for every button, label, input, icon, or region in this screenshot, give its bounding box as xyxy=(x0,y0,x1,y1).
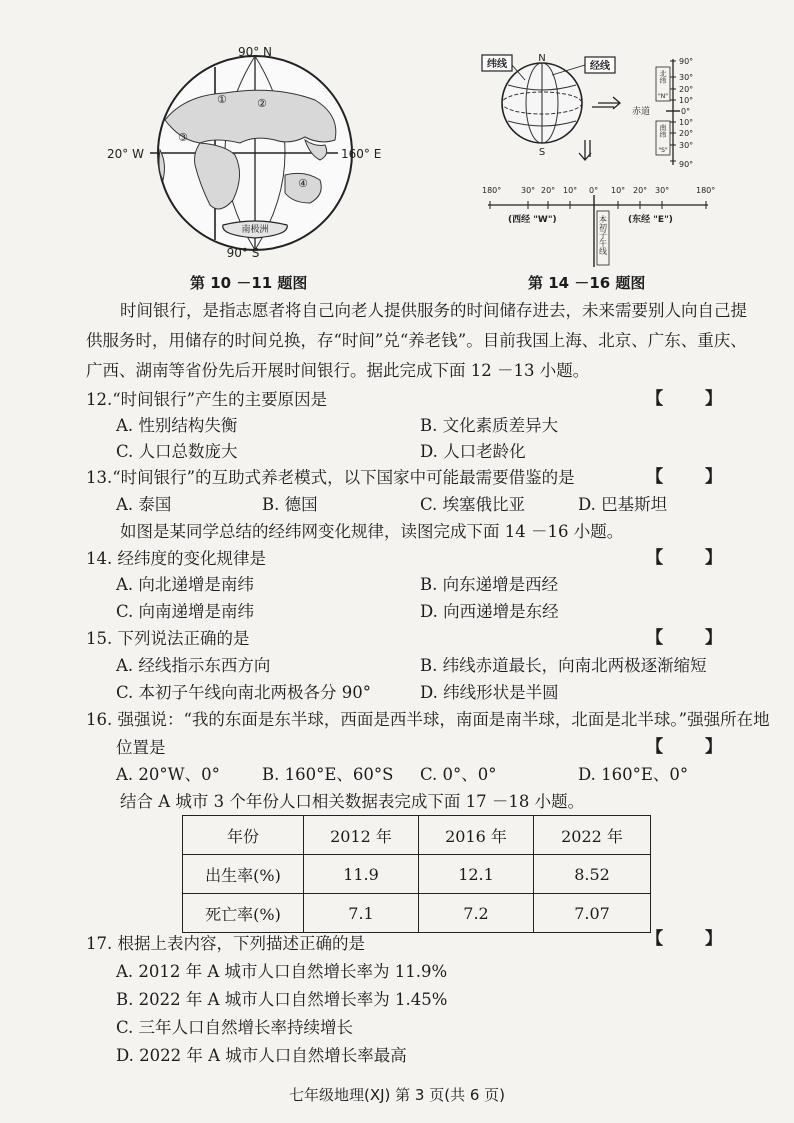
q14-option-d[interactable]: D. 向西递增是东经 xyxy=(420,602,559,621)
table-header-cell: 年份 xyxy=(183,816,304,855)
q12-option-d[interactable]: D. 人口老龄化 xyxy=(420,442,526,461)
table-cell: 11.9 xyxy=(304,855,419,894)
south-lat-abbr: "S" xyxy=(658,147,668,154)
q17-answer-bracket[interactable]: 【 】 xyxy=(646,929,740,949)
equator-label: 赤道 xyxy=(632,107,651,117)
south-label: S xyxy=(538,147,546,158)
q14-option-b[interactable]: B. 向东递增是西经 xyxy=(420,575,559,594)
weft-label: 纬线 xyxy=(487,59,507,70)
lon-tick-e10: 10° xyxy=(611,186,626,195)
east-lon-label: 160° E xyxy=(341,147,382,161)
region-1-label: ① xyxy=(217,93,227,106)
q14-stem: 14. 经纬度的变化规律是 xyxy=(86,549,266,568)
table-header-cell: 2022 年 xyxy=(534,816,651,855)
table-cell: 7.2 xyxy=(419,894,534,933)
q16-option-b[interactable]: B. 160°E、60°S xyxy=(262,765,394,784)
region-3-label: ③ xyxy=(178,131,188,144)
lat-tick-n30: 30° xyxy=(679,73,694,82)
q17-option-b[interactable]: B. 2022 年 A 城市人口自然增长率为 1.45% xyxy=(116,990,448,1009)
q15-option-b[interactable]: B. 纬线赤道最长，向南北两极逐渐缩短 xyxy=(420,656,707,675)
q12-option-c[interactable]: C. 人口总数庞大 xyxy=(116,442,238,461)
q15-option-a[interactable]: A. 经线指示东西方向 xyxy=(116,656,271,675)
page-footer: 七年级地理(XJ) 第 3 页(共 6 页) xyxy=(288,1086,506,1104)
north-pole-label: 90° N xyxy=(237,45,273,59)
west-lon-label: 20° W xyxy=(107,147,144,161)
lon-tick-w180: 180° xyxy=(482,186,502,195)
q16-stem-line-2: 位置是 xyxy=(116,738,166,757)
prime-meridian-label: 本初子午线 xyxy=(598,215,608,255)
lat-tick-n20: 20° xyxy=(679,85,694,94)
table-row xyxy=(183,855,651,894)
table-cell: 出生率(%) xyxy=(183,855,304,894)
lat-tick-n10: 10° xyxy=(679,96,694,105)
q16-option-a[interactable]: A. 20°W、0° xyxy=(116,765,220,784)
region-4-label: ④ xyxy=(298,177,308,190)
table-cell: 8.52 xyxy=(534,855,651,894)
east-lon-rule-label: (东经 "E") xyxy=(628,215,673,225)
table-header-cell: 2016 年 xyxy=(419,816,534,855)
intro-14-16: 如图是某同学总结的经纬网变化规律，读图完成下面 14 －16 小题。 xyxy=(120,522,624,541)
intro-12-13: 时间银行，是指志愿者将自己向老人提供服务的时间储存进去，未来需要别人向自己提供服务时，用储存的时间兑换，存“时间”兑“养老钱”。目前我国上海、北京、广东、重庆、广西、湖南等省份先后开展时间银行。据此完成下面 12 －13 小题。 xyxy=(86,301,747,380)
q16-answer-bracket[interactable]: 【 】 xyxy=(646,737,740,757)
table-header-row xyxy=(183,816,651,855)
q12-option-a[interactable]: A. 性别结构失衡 xyxy=(116,416,238,435)
south-pole-label: 90° S xyxy=(226,246,260,260)
table-row xyxy=(183,894,651,933)
q16-stem-line-1: 16. 强强说：“我的东面是东半球，西面是西半球，南面是南半球，北面是北半球。”强强所在地 xyxy=(86,710,770,729)
population-table xyxy=(182,815,651,933)
lat-tick-s90: 90° xyxy=(679,160,694,169)
intro-17-18: 结合 A 城市 3 个年份人口相关数据表完成下面 17 －18 小题。 xyxy=(120,792,585,811)
lon-tick-e180: 180° xyxy=(696,186,716,195)
q14-option-c[interactable]: C. 向南递增是南纬 xyxy=(116,602,255,621)
table-cell: 7.1 xyxy=(304,894,419,933)
south-lat-label: 南纬 xyxy=(659,124,667,138)
q13-option-a[interactable]: A. 泰国 xyxy=(116,495,172,514)
q13-answer-bracket[interactable]: 【 】 xyxy=(646,467,740,487)
lat-tick-s30: 30° xyxy=(679,141,694,150)
q15-answer-bracket[interactable]: 【 】 xyxy=(646,628,740,648)
table-cell: 死亡率(%) xyxy=(183,894,304,933)
north-lat-label: 北纬 xyxy=(659,70,667,84)
lon-tick-e30: 30° xyxy=(655,186,670,195)
q17-option-c[interactable]: C. 三年人口自然增长率持续增长 xyxy=(116,1018,354,1037)
lat-tick-0: 0° xyxy=(681,107,691,116)
q14-answer-bracket[interactable]: 【 】 xyxy=(646,548,740,568)
lat-tick-s10: 10° xyxy=(679,118,694,127)
q16-option-c[interactable]: C. 0°、0° xyxy=(420,765,497,784)
q13-stem: 13.“时间银行”的互助式养老模式，以下国家中可能最需要借鉴的是 xyxy=(86,468,575,487)
lat-tick-n90: 90° xyxy=(679,57,694,66)
figure-left-caption: 第 10 －11 题图 xyxy=(190,274,308,292)
q15-option-d[interactable]: D. 纬线形状是半圆 xyxy=(420,683,559,702)
q12-option-b[interactable]: B. 文化素质差异大 xyxy=(420,416,559,435)
lon-tick-0: 0° xyxy=(589,186,599,195)
north-label: N xyxy=(538,53,546,64)
north-lat-abbr: "N" xyxy=(657,93,669,100)
west-lon-rule-label: (西经 "W") xyxy=(508,215,557,225)
lon-tick-e20: 20° xyxy=(633,186,648,195)
table-cell: 12.1 xyxy=(419,855,534,894)
q12-stem: 12.“时间银行”产生的主要原因是 xyxy=(86,390,328,409)
q15-stem: 15. 下列说法正确的是 xyxy=(86,629,250,648)
q12-answer-bracket[interactable]: 【 】 xyxy=(646,389,740,409)
q17-stem: 17. 根据上表内容，下列描述正确的是 xyxy=(86,934,365,953)
q13-option-b[interactable]: B. 德国 xyxy=(262,495,318,514)
globe-figure xyxy=(105,45,405,260)
region-2-label: ② xyxy=(257,97,267,110)
q16-option-d[interactable]: D. 160°E、0° xyxy=(578,765,689,784)
q13-option-d[interactable]: D. 巴基斯坦 xyxy=(578,495,668,514)
meridian-label: 经线 xyxy=(590,61,610,72)
lon-tick-w20: 20° xyxy=(541,186,556,195)
antarctica-label: 南极洲 xyxy=(241,225,269,235)
lon-tick-w30: 30° xyxy=(521,186,536,195)
q15-option-c[interactable]: C. 本初子午线向南北两极各分 90° xyxy=(116,683,372,702)
graticule-figure xyxy=(470,45,720,270)
figure-right-caption: 第 14 －16 题图 xyxy=(528,274,646,292)
q17-option-a[interactable]: A. 2012 年 A 城市人口自然增长率为 11.9% xyxy=(116,962,448,981)
lat-tick-s20: 20° xyxy=(679,129,694,138)
table-header-cell: 2012 年 xyxy=(304,816,419,855)
lon-tick-w10: 10° xyxy=(563,186,578,195)
q13-option-c[interactable]: C. 埃塞俄比亚 xyxy=(420,495,526,514)
q17-option-d[interactable]: D. 2022 年 A 城市人口自然增长率最高 xyxy=(116,1046,407,1065)
q14-option-a[interactable]: A. 向北递增是南纬 xyxy=(116,575,254,594)
table-cell: 7.07 xyxy=(534,894,651,933)
